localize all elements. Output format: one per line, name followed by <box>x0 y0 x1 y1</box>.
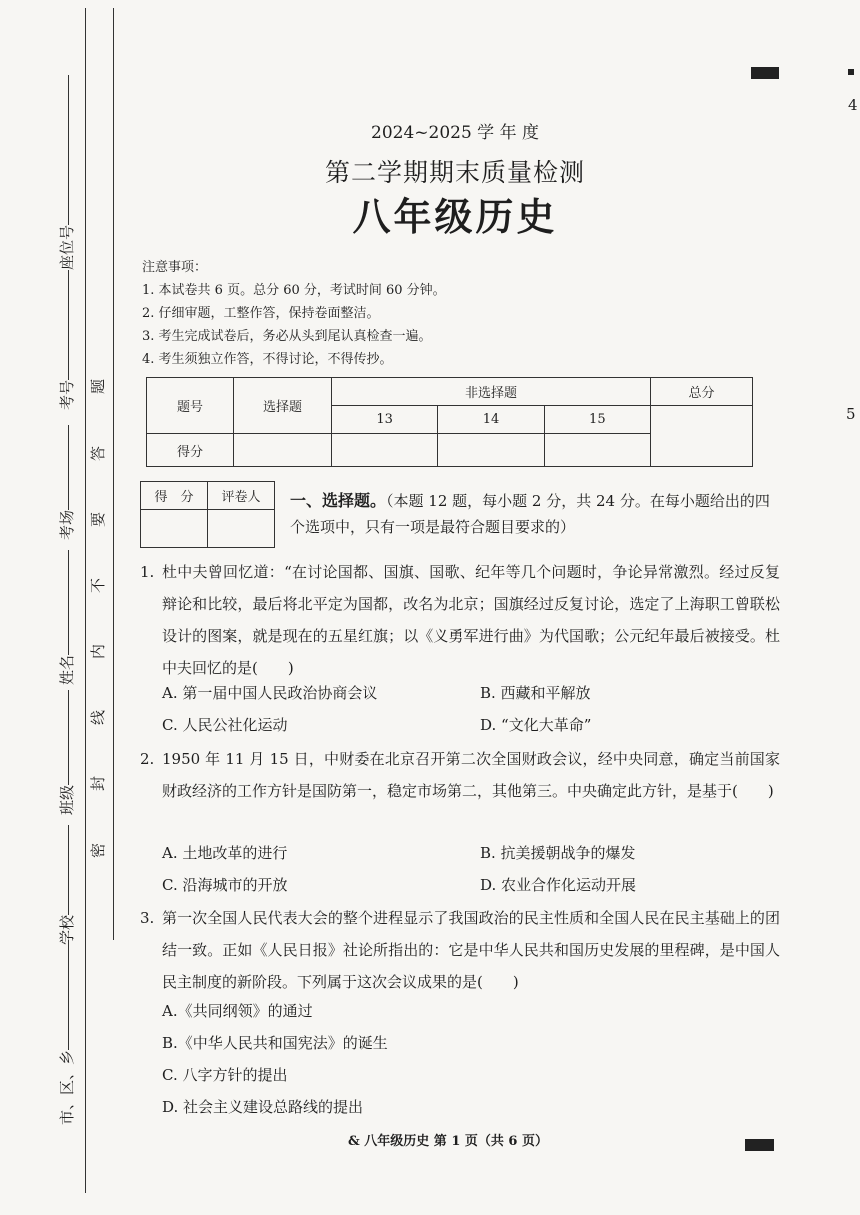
option-c[interactable]: C. 人民公社化运动 <box>162 716 288 734</box>
edge-number: 5 <box>846 405 856 423</box>
option-b[interactable]: B.《中华人民共和国宪法》的诞生 <box>162 1034 388 1052</box>
col-choice: 选择题 <box>234 378 332 434</box>
option-a[interactable]: A.《共同纲领》的通过 <box>162 1002 313 1020</box>
field-label: 市、区、乡 <box>58 1049 76 1125</box>
score-table <box>146 377 753 467</box>
school-year: 2024~2025 学 年 度 <box>371 123 539 143</box>
scan-mark <box>751 67 779 79</box>
field-label: 班级 <box>58 784 76 815</box>
note-item: 3. 考生完成试卷后，务必从头到尾认真检查一遍。 <box>142 329 432 344</box>
option-b[interactable]: B. 西藏和平解放 <box>480 684 591 702</box>
question-2 <box>140 743 780 807</box>
field-label: 姓名 <box>58 654 76 685</box>
option-d[interactable]: D. 农业合作化运动开展 <box>480 876 637 894</box>
total-score-cell[interactable] <box>651 406 753 467</box>
choice-score-cell[interactable] <box>234 434 332 467</box>
district-field[interactable] <box>60 940 75 1125</box>
question-text: 1950 年 11 月 15 日，中财委在北京召开第二次全国财政会议，经中央同意，确定当前国家财政经济的工作方针是国防第一，稳定市场第二，其他第三。中央确定此方针，是基于( ) <box>162 750 780 800</box>
scan-mark <box>745 1139 774 1151</box>
grader-score-label: 得 分 <box>141 482 208 510</box>
seal-char: 题 <box>89 378 107 394</box>
seal-char: 内 <box>89 643 107 659</box>
col-total: 总分 <box>651 378 753 406</box>
score-cell-13[interactable] <box>332 434 438 467</box>
col-nonchoice: 非选择题 <box>332 378 651 406</box>
option-a[interactable]: A. 土地改革的进行 <box>162 844 288 862</box>
question-number: 1. <box>140 563 155 581</box>
question-number: 3. <box>140 909 155 927</box>
section-title: 一、选择题。 <box>290 491 387 510</box>
section-desc: （本题 12 题，每小题 2 分，共 24 分。在每小题给出的四个选项中，只有一项是最符合题目要求的） <box>290 492 770 536</box>
seal-char: 不 <box>89 577 107 593</box>
note-item: 1. 本试卷共 6 页。总分 60 分，考试时间 60 分钟。 <box>142 283 446 298</box>
notes-heading: 注意事项： <box>142 260 208 275</box>
score-cell-14[interactable] <box>438 434 544 467</box>
option-c[interactable]: C. 沿海城市的开放 <box>162 876 288 894</box>
option-c[interactable]: C. 八字方针的提出 <box>162 1066 288 1084</box>
exam-subtitle: 第二学期期末质量检测 <box>324 158 585 187</box>
field-label: 考号 <box>58 379 76 410</box>
notes <box>142 256 446 371</box>
class-field[interactable] <box>60 690 75 815</box>
question-number: 2. <box>140 750 155 768</box>
sub-col-15: 15 <box>544 406 650 434</box>
option-d[interactable]: D. “文化大革命” <box>480 716 592 734</box>
grader-score-cell[interactable] <box>141 510 208 548</box>
field-label: 考场 <box>58 509 76 540</box>
binding-line-inner <box>113 8 114 940</box>
exam-title: 八年级历史 <box>352 194 558 239</box>
school-field[interactable] <box>60 825 75 945</box>
exam-room-field[interactable] <box>60 425 75 540</box>
sub-col-13: 13 <box>332 406 438 434</box>
sub-col-14: 14 <box>438 406 544 434</box>
seal-char: 要 <box>89 511 107 527</box>
question-1 <box>140 556 780 684</box>
note-item: 2. 仔细审题，工整作答，保持卷面整洁。 <box>142 306 380 321</box>
seal-char: 答 <box>89 445 107 461</box>
exam-number-field[interactable] <box>60 270 75 410</box>
scan-mark-small <box>848 69 854 75</box>
name-field[interactable] <box>60 550 75 685</box>
section-heading <box>290 488 770 540</box>
col-question-number: 题号 <box>147 378 234 434</box>
edge-number: 4 <box>848 96 858 114</box>
score-cell-15[interactable] <box>544 434 650 467</box>
seal-char: 密 <box>89 842 107 858</box>
option-a[interactable]: A. 第一届中国人民政治协商会议 <box>162 684 378 702</box>
option-d[interactable]: D. 社会主义建设总路线的提出 <box>162 1098 364 1116</box>
row-score-label: 得分 <box>147 434 234 467</box>
field-label: 座位号 <box>58 224 76 270</box>
grader-name-label: 评卷人 <box>208 482 275 510</box>
question-text: 杜中夫曾回忆道：“在讨论国都、国旗、国歌、纪年等几个问题时，争论异常激烈。经过反复辩论和比较，最后将北平定为国都，改名为北京；国旗经过反复讨论，选定了上海职工曾联松设计的图案，就是现在的五星红旗；以《义勇军进行曲》为代国歌；公元纪年最后被接受。杜中夫回忆的是( ) <box>162 563 780 677</box>
seal-char: 线 <box>89 709 107 725</box>
grader-name-cell[interactable] <box>208 510 275 548</box>
grader-table <box>140 481 275 548</box>
option-b[interactable]: B. 抗美援朝战争的爆发 <box>480 844 636 862</box>
question-text: 第一次全国人民代表大会的整个进程显示了我国政治的民主性质和全国人民在民主基础上的团结一致。正如《人民日报》社论所指出的：它是中华人民共和国历史发展的里程碑，是中国人民主制度的新阶段。下列属于这次会议成果的是( ) <box>162 909 780 991</box>
note-item: 4. 考生须独立作答，不得讨论，不得传抄。 <box>142 352 393 367</box>
field-label: 学校 <box>58 914 76 945</box>
question-3 <box>140 902 780 998</box>
page-footer: & 八年级历史 第 1 页（共 6 页） <box>348 1134 548 1149</box>
seal-char: 封 <box>89 775 107 791</box>
